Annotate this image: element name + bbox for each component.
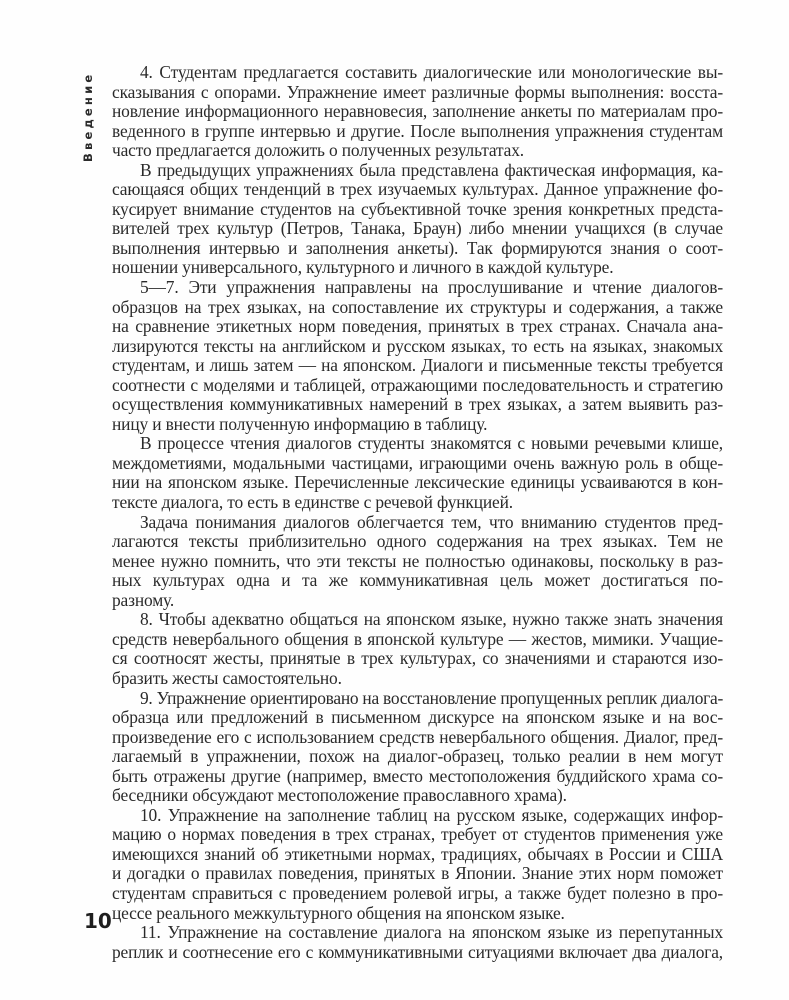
text-line: сказывания с опорами. Упражнение имеет различные формы выполнения: восста- xyxy=(112,81,723,102)
text-line: беседники обсуждают местоположение православного храма). xyxy=(112,785,567,806)
text-line: студентам, и лишь затем — на японском. Диалоги и письменные тексты требуется xyxy=(112,355,723,376)
body-text xyxy=(112,63,723,962)
text-line: осуществления коммуникативных намерений в трех языках, а затем выявить раз- xyxy=(112,394,723,415)
text-line: ношении универсального, культурного и личного в каждой культуре. xyxy=(112,257,614,278)
text-line: 10. Упражнение на заполнение таблиц на русском языке, содержащих инфор- xyxy=(140,804,723,825)
text-line: часто предлагается доложить о полученных результатах. xyxy=(112,140,524,161)
text-line: 9. Упражнение ориентировано на восстановление пропущенных реплик диалога- xyxy=(140,687,724,708)
text-line: студентам справиться с проведением ролевой игры, а также будет полезно в про- xyxy=(112,882,723,903)
text-line: кусирует внимание студентов на субъективной точке зрения конкретных предста- xyxy=(112,198,723,219)
text-line: и догадки о правилах поведения, принятых в Японии. Знание этих норм поможет xyxy=(112,863,723,884)
text-line: соотнести с моделями и таблицей, отражающими последовательность и стратегию xyxy=(112,374,723,395)
text-line: произведение его с использованием средств невербального общения. Диалог, пред- xyxy=(112,726,723,747)
section-running-header: Введение xyxy=(81,71,95,162)
text-line: веденного в группе интервью и другие. После выполнения упражнения студентам xyxy=(112,120,723,141)
text-line: быть отражены другие (например, вместо местоположения буддийского храма со- xyxy=(112,765,723,786)
text-line: реплик и соотнесение его с коммуникативными ситуациями включает два диалога, xyxy=(112,941,723,962)
text-line: В предыдущих упражнениях была представлена фактическая информация, ка- xyxy=(140,159,723,180)
page-number: 10 xyxy=(84,909,112,933)
text-line: Задача понимания диалогов облегчается тем, что вниманию студентов пред- xyxy=(140,511,723,532)
text-line: средств невербального общения в японской культуре — жестов, мимики. Учащие- xyxy=(112,628,723,649)
text-line: 11. Упражнение на составление диалога на японском языке из перепутанных xyxy=(140,922,723,943)
text-line: мацию о нормах поведения в трех странах, требует от студентов применения уже xyxy=(112,824,723,845)
text-line: вителей трех культур (Петров, Танака, Браун) либо мнении учащихся (в случае xyxy=(112,218,723,239)
text-line: цессе реального межкультурного общения на японском языке. xyxy=(112,902,565,923)
text-line: новление информационного неравновесия, заполнение анкеты по материалам про- xyxy=(112,101,723,122)
text-line: 8. Чтобы адекватно общаться на японском языке, нужно также знать значения xyxy=(140,609,723,630)
text-line: лизируются тексты на английском и русском языках, то есть на языках, знакомых xyxy=(112,335,723,356)
text-line: ницу и внести полученную информацию в таблицу. xyxy=(112,413,488,434)
text-line: имеющихся знаний об этикетными нормах, традициях, обычаях в России и США xyxy=(112,843,723,864)
text-line: междометиями, модальными частицами, играющими очень важную роль в обще- xyxy=(112,452,723,473)
text-line: лагаются тексты приблизительно одного содержания на трех языках. Тем не xyxy=(112,531,723,552)
text-line: ных культурах одна и та же коммуникативная цель может достигаться по- xyxy=(112,570,723,591)
text-line: сающаяся общих тенденций в трех изучаемых культурах. Данное упражнение фо- xyxy=(112,179,723,200)
text-line: 4. Студентам предлагается составить диалогические или монологические вы- xyxy=(140,62,723,82)
text-line: нии на японском языке. Перечисленные лексические единицы усваиваются в кон- xyxy=(112,472,723,493)
text-line: разному. xyxy=(112,589,175,610)
text-line: тексте диалога, то есть в единстве с речевой функцией. xyxy=(112,492,513,513)
text-line: на сравнение этикетных норм поведения, принятых в трех странах. Сначала ана- xyxy=(112,316,723,337)
text-line: лагаемый в упражнении, похож на диалог-образец, только реалии в нем могут xyxy=(112,746,723,767)
text-line: ся соотносят жесты, принятые в трех культурах, со значениями и стараются изо- xyxy=(112,648,723,669)
text-line: образца или предложений в письменном дискурсе на японском языке и на вос- xyxy=(112,707,723,728)
text-line: выполнения интервью и заполнения анкеты). Так формируются знания о соот- xyxy=(112,237,723,258)
text-line: образцов на трех языках, на сопоставление их структуры и содержания, а также xyxy=(112,296,723,317)
text-line: 5—7. Эти упражнения направлены на прослушивание и чтение диалогов- xyxy=(140,277,723,298)
text-line: менее нужно помнить, что эти тексты не полностью одинаковы, поскольку в раз- xyxy=(112,550,723,571)
text-line: В процессе чтения диалогов студенты знакомятся с новыми речевыми клише, xyxy=(140,433,723,454)
text-line: бразить жесты самостоятельно. xyxy=(112,667,342,688)
